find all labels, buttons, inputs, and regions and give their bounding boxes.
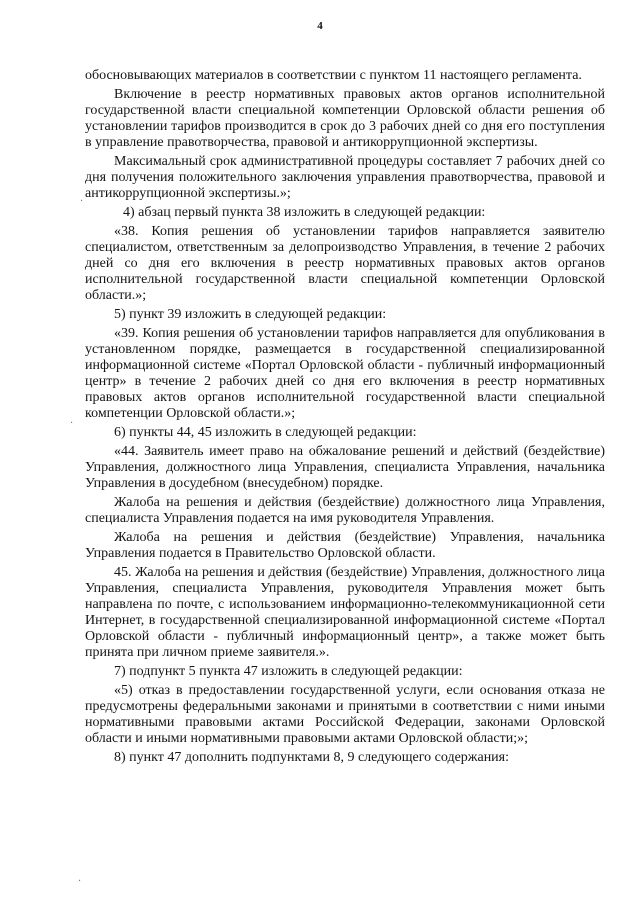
page-number: 4 — [317, 20, 323, 32]
scan-dot-mark: · — [78, 876, 82, 887]
paragraph-2: Включение в реестр нормативных правовых актов органов исполнительной государственной власти специальной компетенции Орловской области решения об установлении тарифов производится в срок до 3 рабочих дней со дня его поступления в управление правотворчества, правовой и антикоррупционной экспертизы. — [85, 87, 605, 150]
paragraph-15: 8) пункт 47 дополнить подпунктами 8, 9 следующего содержания: — [114, 750, 510, 765]
paragraph-12: 45. Жалоба на решения и действия (бездействие) Управления, должностного лица Управления, специалиста Управления, руководителя Управления может быть направлена по почте, с использованием информационно-телекоммуникационной сети Интернет, в государственной специализированной информационной системе «Портал Орловской области - публичный информационный центр», а также может быть принята при личном приеме заявителя.». — [85, 565, 605, 660]
paragraph-8: 6) пункты 44, 45 изложить в следующей редакции: — [114, 425, 417, 440]
scan-dot-mark: · — [80, 196, 84, 207]
document-body — [85, 68, 605, 766]
paragraph-9: «44. Заявитель имеет право на обжалование решений и действий (бездействие) Управления, должностного лица Управления, специалиста Управления, начальника Управления в досудебном (внесудебном) порядке. — [85, 444, 605, 491]
paragraph-3: Максимальный срок административной процедуры составляет 7 рабочих дней со дня получения положительного заключения управления правотворчества, правовой и антикоррупционной экспертизы.»; — [85, 154, 605, 201]
paragraph-1: обосновывающих материалов в соответствии с пунктом 11 настоящего регламента. — [85, 68, 582, 83]
paragraph-10: Жалоба на решения и действия (бездействие) должностного лица Управления, специалиста Управления подается на имя руководителя Управления. — [85, 495, 605, 526]
paragraph-6: 5) пункт 39 изложить в следующей редакции: — [114, 307, 387, 322]
paragraph-13: 7) подпункт 5 пункта 47 изложить в следующей редакции: — [114, 664, 463, 679]
paragraph-5: «38. Копия решения об установлении тарифов направляется заявителю специалистом, ответственным за делопроизводство Управления, в течение 2 рабочих дней со дня его включения в реестр нормативных правовых актов органов исполнительной государственной власти специальной компетенции Орловской области.»; — [85, 224, 605, 303]
paragraph-11: Жалоба на решения и действия (бездействие) Управления, начальника Управления подается в Правительство Орловской области. — [85, 530, 605, 561]
paragraph-14: «5) отказ в предоставлении государственной услуги, если основания отказа не предусмотрены федеральными законами и принятыми в соответствии с ними иными нормативными правовыми актами Российской Федерации, законами Орловской области и иными нормативными правовыми актами Орловской области;»; — [85, 683, 605, 746]
scan-dot-mark: · — [70, 418, 74, 429]
paragraph-7: «39. Копия решения об установлении тарифов направляется для опубликования в установленном порядке, размещается в государственной специализированной информационной системе «Портал Орловской области - публичный информационный центр» в течение 2 рабочих дней со дня его включения в реестр нормативных правовых актов органов исполнительной государственной власти специальной компетенции Орловской области.»; — [85, 326, 605, 421]
paragraph-4: 4) абзац первый пункта 38 изложить в следующей редакции: — [123, 205, 486, 220]
